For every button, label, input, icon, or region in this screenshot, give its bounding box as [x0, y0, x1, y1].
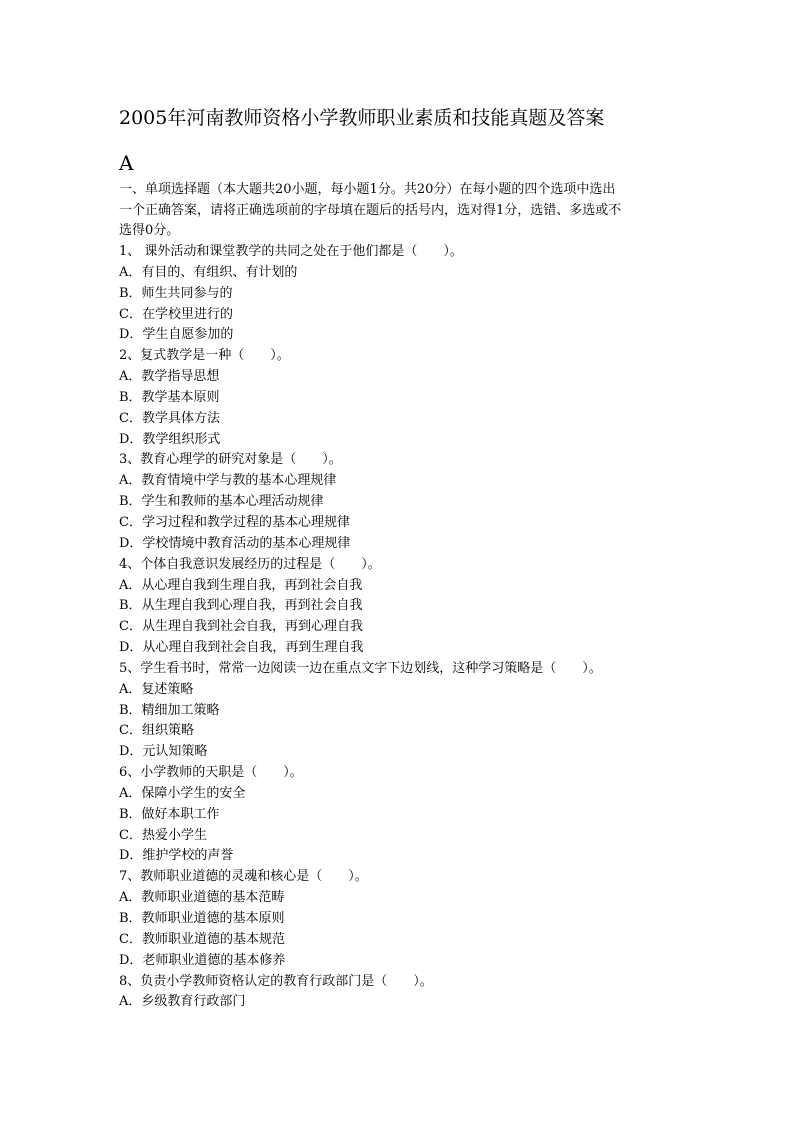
question-option: A．从心理自我到生理自我，再到社会自我 — [119, 577, 363, 593]
question-option: C．热爱小学生 — [119, 827, 207, 843]
question-stem: 4、个体自我意识发展经历的过程是（ ）。 — [119, 556, 381, 572]
question-stem: 5、学生看书时，常常一边阅读一边在重点文字下边划线，这种学习策略是（ ）。 — [119, 660, 602, 676]
question-option: C．组织策略 — [119, 723, 194, 739]
question-option: A．教育情境中学与教的基本心理规律 — [119, 473, 337, 489]
question-option: C．教学具体方法 — [119, 410, 220, 426]
question-stem: 2、复式教学是一种（ ）。 — [119, 348, 290, 364]
question-stem: 8、负责小学教师资格认定的教育行政部门是（ ）。 — [119, 973, 433, 989]
question-option: D．从心理自我到社会自我，再到生理自我 — [119, 640, 364, 656]
question-option: B．从生理自我到心理自我，再到社会自我 — [119, 598, 363, 614]
question-option: A．复述策略 — [119, 681, 194, 697]
question-stem: 3、教育心理学的研究对象是（ ）。 — [119, 452, 342, 468]
question-option: A．保障小学生的安全 — [119, 785, 246, 801]
question-option: B．学生和教师的基本心理活动规律 — [119, 494, 324, 510]
section-instructions — [119, 180, 675, 242]
question-option: A．教学指导思想 — [119, 369, 220, 385]
question-option: B．精细加工策略 — [119, 702, 220, 718]
question-option: C．从生理自我到社会自我，再到心理自我 — [119, 619, 363, 635]
question-option: C．学习过程和教学过程的基本心理规律 — [119, 514, 350, 530]
question-stem: 6、小学教师的天职是（ ）。 — [119, 765, 303, 781]
question-option: B．做好本职工作 — [119, 806, 220, 822]
question-option: A．有目的、有组织、有计划的 — [119, 264, 298, 280]
document-title: 2005年河南教师资格小学教师职业素质和技能真题及答案 — [119, 107, 605, 129]
question-option: D．学生自愿参加的 — [119, 327, 234, 343]
document-subtitle: A — [119, 151, 134, 175]
question-stem: 1、 课外活动和课堂教学的共同之处在于他们都是（ ）。 — [119, 244, 463, 259]
question-option: B．师生共同参与的 — [119, 285, 233, 301]
question-option: B．教师职业道德的基本原则 — [119, 911, 285, 926]
question-option: C．在学校里进行的 — [119, 306, 233, 322]
question-option: C．教师职业道德的基本规范 — [119, 931, 285, 947]
question-option: D．学校情境中教育活动的基本心理规律 — [119, 535, 351, 551]
question-option: D．老师职业道德的基本修养 — [119, 952, 286, 968]
question-option: A．乡级教育行政部门 — [119, 994, 246, 1010]
question-option: D．维护学校的声誉 — [119, 848, 234, 864]
question-list — [119, 242, 679, 1013]
question-option: B．教学基本原则 — [119, 389, 220, 405]
instruction-line: 一个正确答案，请将正确选项前的字母填在题后的括号内，选对得1分，选错、多选或不 — [119, 202, 622, 218]
question-stem: 7、教师职业道德的灵魂和核心是（ ）。 — [119, 869, 368, 885]
question-option: D．教学组织形式 — [119, 431, 221, 447]
question-option: A．教师职业道德的基本范畴 — [119, 890, 285, 906]
question-option: D．元认知策略 — [119, 744, 208, 760]
instruction-line: 一、单项选择题（本大题共20小题，每小题1分。共20分）在每小题的四个选项中选出 — [119, 182, 616, 197]
instruction-line: 选得0分。 — [119, 223, 180, 239]
